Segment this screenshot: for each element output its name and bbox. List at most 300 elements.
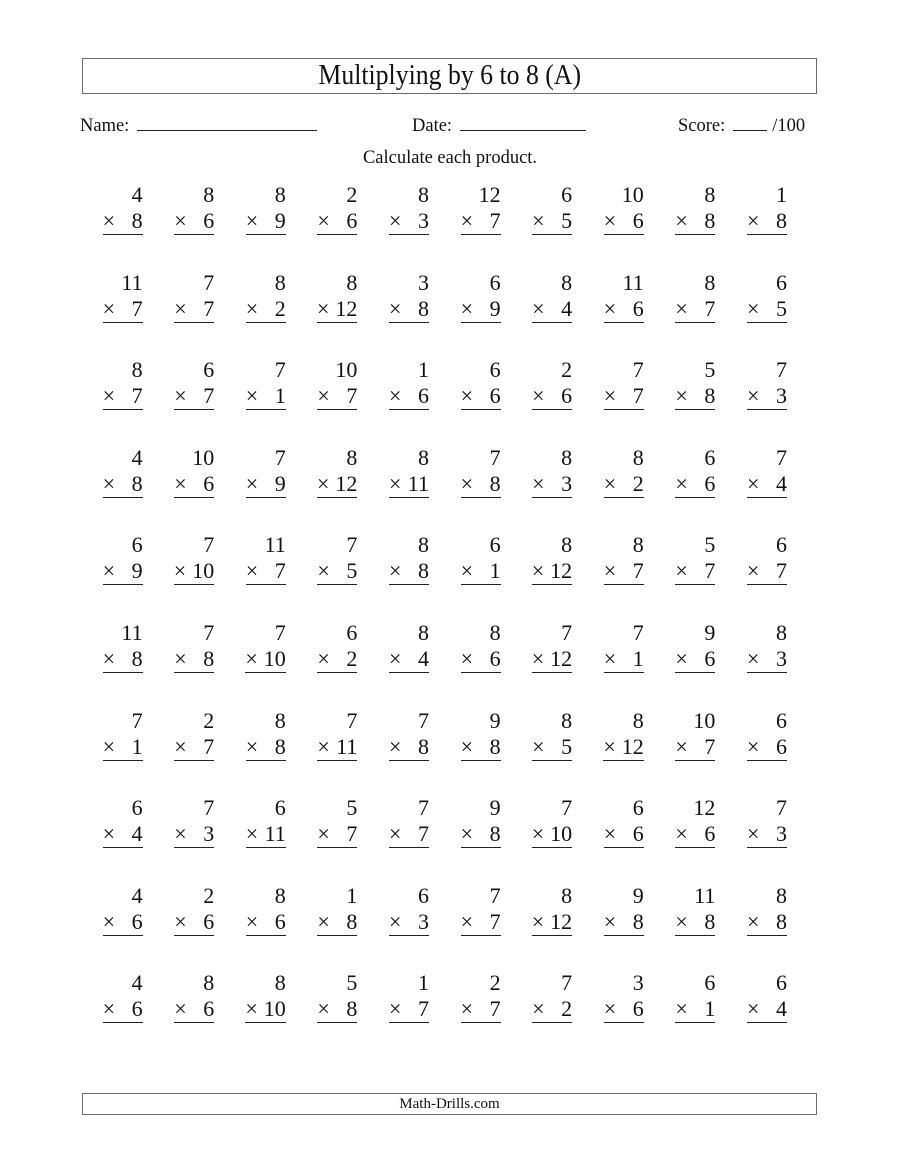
multiplier-line (317, 821, 357, 848)
multiplier-line (747, 471, 787, 498)
multiplicand: 7 (489, 444, 501, 470)
multiplication-problem (310, 708, 382, 796)
multiplier: 8 (203, 645, 215, 671)
multiplier-line (174, 646, 214, 673)
multiplier-line (174, 208, 214, 235)
multiplication-problem (668, 532, 740, 620)
times-sign-icon: × (388, 383, 402, 409)
times-sign-icon: × (317, 908, 330, 934)
times-sign-icon: × (460, 733, 473, 759)
multiplicand: 6 (775, 532, 787, 558)
multiplier-line (604, 208, 644, 235)
multiplier: 6 (632, 208, 644, 233)
times-sign-icon: × (317, 996, 330, 1022)
multiplication-problem (453, 970, 525, 1058)
problem-row (95, 182, 811, 270)
multiplicand: 7 (346, 532, 358, 558)
multiplier-line (532, 821, 572, 848)
multiplier-line (461, 471, 501, 498)
times-sign-icon: × (603, 558, 617, 584)
multiplication-problem (167, 795, 239, 883)
multiplicand: 7 (417, 707, 429, 733)
multiplication-problem (95, 883, 167, 971)
multiplier: 8 (775, 908, 787, 934)
multiplier-line (461, 383, 501, 410)
times-sign-icon: × (532, 208, 545, 233)
times-sign-icon: × (245, 295, 259, 321)
multiplicand: 8 (561, 444, 573, 470)
times-sign-icon: × (532, 733, 545, 759)
multiplication-problem (381, 708, 453, 796)
multiplication-problem (310, 795, 382, 883)
multiplicand: 8 (632, 532, 644, 558)
times-sign-icon: × (174, 470, 187, 496)
multiplier: 7 (704, 558, 716, 584)
times-sign-icon: × (675, 383, 688, 409)
multiplicand: 10 (335, 357, 358, 383)
multiplication-problem (525, 532, 597, 620)
times-sign-icon: × (388, 208, 402, 233)
multiplier-line (389, 646, 429, 673)
multiplier: 11 (264, 821, 286, 847)
times-sign-icon: × (102, 645, 116, 671)
multiplication-problem (453, 357, 525, 445)
multiplication-problem (739, 182, 811, 270)
multiplicand: 7 (131, 707, 143, 733)
multiplication-problem (310, 970, 382, 1058)
multiplicand: 10 (693, 707, 716, 733)
multiplier: 12 (550, 645, 573, 671)
multiplication-problem (668, 795, 740, 883)
multiplication-problem (310, 532, 382, 620)
times-sign-icon: × (388, 821, 402, 847)
times-sign-icon: × (746, 821, 760, 847)
multiplicand: 7 (489, 882, 501, 908)
multiplication-problem (167, 270, 239, 358)
times-sign-icon: × (603, 733, 616, 759)
name-label: Name: (80, 116, 130, 136)
multiplicand: 7 (346, 707, 358, 733)
multiplication-problem (238, 708, 310, 796)
multiplication-problem (596, 445, 668, 533)
multiplication-problem (525, 883, 597, 971)
multiplication-problem (668, 970, 740, 1058)
multiplication-problem (453, 620, 525, 708)
multiplicand: 10 (192, 444, 215, 470)
multiplicand: 8 (203, 182, 215, 207)
multiplier-line (675, 996, 715, 1023)
multiplier: 8 (632, 908, 644, 934)
multiplication-problem (739, 357, 811, 445)
multiplication-problem (739, 970, 811, 1058)
multiplier-line (389, 471, 429, 498)
multiplication-problem (739, 532, 811, 620)
problem-row (95, 270, 811, 358)
multiplication-problem (310, 270, 382, 358)
multiplier: 8 (274, 733, 286, 759)
multiplier: 4 (417, 645, 429, 671)
problem-row (95, 883, 811, 971)
multiplication-problem (95, 357, 167, 445)
multiplier: 8 (704, 208, 716, 233)
multiplier-line (389, 909, 429, 936)
multiplication-problem (525, 795, 597, 883)
multiplier: 8 (704, 383, 716, 409)
multiplicand: 8 (561, 532, 573, 558)
multiplier: 6 (704, 470, 716, 496)
times-sign-icon: × (317, 733, 330, 759)
multiplication-problem (525, 357, 597, 445)
multiplicand: 8 (274, 707, 286, 733)
footer-box (82, 1093, 817, 1115)
multiplier-line (747, 646, 787, 673)
multiplier-line (604, 821, 644, 848)
multiplier: 6 (561, 383, 573, 409)
times-sign-icon: × (174, 645, 187, 671)
times-sign-icon: × (245, 558, 259, 584)
multiplication-problem (739, 708, 811, 796)
multiplier-line (675, 208, 715, 235)
times-sign-icon: × (102, 733, 116, 759)
times-sign-icon: × (532, 470, 545, 496)
multiplication-problem (668, 182, 740, 270)
date-field (412, 112, 586, 137)
multiplicand: 8 (417, 532, 429, 558)
times-sign-icon: × (102, 996, 116, 1022)
multiplier: 9 (131, 558, 143, 584)
multiplier: 6 (775, 733, 787, 759)
times-sign-icon: × (460, 558, 473, 584)
multiplier: 12 (621, 733, 644, 759)
multiplier: 7 (274, 558, 286, 584)
multiplication-problem (525, 620, 597, 708)
multiplier: 8 (417, 733, 429, 759)
multiplier: 1 (704, 996, 716, 1022)
multiplicand: 8 (346, 444, 358, 470)
footer-site: Math-Drills.com (399, 1095, 500, 1112)
multiplier-line (317, 734, 357, 761)
multiplicand: 9 (704, 619, 716, 645)
multiplicand: 8 (561, 882, 573, 908)
multiplication-problem (381, 883, 453, 971)
multiplication-problem (596, 532, 668, 620)
times-sign-icon: × (388, 295, 402, 321)
multiplication-problem (453, 708, 525, 796)
multiplier: 7 (203, 733, 215, 759)
times-sign-icon: × (460, 908, 473, 934)
times-sign-icon: × (746, 295, 760, 321)
multiplication-problem (238, 270, 310, 358)
times-sign-icon: × (388, 645, 402, 671)
multiplication-problem (238, 883, 310, 971)
multiplicand: 12 (693, 795, 716, 821)
times-sign-icon: × (675, 295, 688, 321)
times-sign-icon: × (317, 645, 330, 671)
multiplication-problem (596, 970, 668, 1058)
multiplier: 8 (489, 733, 501, 759)
multiplier-line (747, 909, 787, 936)
instructions: Calculate each product. (362, 148, 538, 168)
multiplier: 9 (274, 208, 286, 233)
times-sign-icon: × (102, 383, 116, 409)
multiplicand: 7 (417, 795, 429, 821)
multiplier: 7 (417, 821, 429, 847)
multiplication-problem (525, 270, 597, 358)
multiplication-problem (596, 883, 668, 971)
multiplication-problem (167, 708, 239, 796)
multiplicand: 11 (694, 882, 716, 908)
multiplier: 7 (131, 383, 143, 409)
multiplier: 1 (489, 558, 501, 584)
times-sign-icon: × (603, 208, 617, 233)
multiplication-problem (95, 795, 167, 883)
multiplier-line (675, 383, 715, 410)
multiplicand: 5 (704, 357, 716, 383)
times-sign-icon: × (102, 470, 116, 496)
multiplicand: 2 (203, 707, 215, 733)
multiplier-line (317, 296, 357, 323)
multiplier: 8 (704, 908, 716, 934)
multiplier: 5 (775, 295, 787, 321)
multiplication-problem (596, 795, 668, 883)
multiplicand: 8 (417, 182, 429, 207)
times-sign-icon: × (675, 996, 688, 1022)
multiplication-problem (453, 270, 525, 358)
multiplicand: 2 (489, 970, 501, 996)
multiplicand: 4 (131, 970, 143, 996)
multiplier: 11 (407, 470, 429, 496)
multiplicand: 6 (203, 357, 215, 383)
multiplier-line (604, 471, 644, 498)
multiplier: 6 (632, 996, 644, 1022)
multiplier: 6 (203, 208, 215, 233)
multiplication-problem (381, 620, 453, 708)
multiplication-problem (525, 708, 597, 796)
multiplication-problem (167, 532, 239, 620)
multiplier-line (461, 909, 501, 936)
times-sign-icon: × (532, 383, 545, 409)
multiplier-line (603, 734, 643, 761)
times-sign-icon: × (388, 470, 402, 496)
multiplication-problem (95, 620, 167, 708)
problem-row (95, 620, 811, 708)
multiplication-problem (453, 795, 525, 883)
multiplication-problem (238, 795, 310, 883)
multiplier-line (174, 996, 214, 1023)
times-sign-icon: × (317, 383, 330, 409)
multiplier-line (246, 471, 286, 498)
times-sign-icon: × (460, 208, 473, 233)
multiplication-problem (310, 620, 382, 708)
multiplicand: 8 (274, 970, 286, 996)
multiplier: 5 (346, 558, 358, 584)
multiplier: 1 (632, 645, 644, 671)
multiplicand: 6 (704, 970, 716, 996)
times-sign-icon: × (174, 908, 187, 934)
multiplication-problem (381, 182, 453, 270)
multiplicand: 1 (775, 182, 787, 207)
multiplication-problem (95, 532, 167, 620)
score-total: /100 (772, 116, 806, 136)
multiplier-line (246, 734, 286, 761)
times-sign-icon: × (102, 821, 116, 847)
multiplier: 7 (704, 733, 716, 759)
multiplication-problem (167, 970, 239, 1058)
multiplier: 10 (192, 558, 215, 584)
multiplier: 3 (203, 821, 215, 847)
multiplication-problem (167, 182, 239, 270)
multiplier: 6 (131, 908, 143, 934)
times-sign-icon: × (675, 908, 688, 934)
multiplier-line (604, 558, 644, 585)
multiplication-problem (453, 182, 525, 270)
date-label: Date: (412, 116, 453, 136)
times-sign-icon: × (603, 383, 617, 409)
multiplication-problem (739, 445, 811, 533)
multiplier-line (103, 383, 143, 410)
multiplicand: 7 (561, 970, 573, 996)
multiplier-line (317, 646, 357, 673)
times-sign-icon: × (388, 733, 402, 759)
multiplier-line (389, 734, 429, 761)
multiplier: 9 (489, 295, 501, 321)
multiplication-problem (381, 532, 453, 620)
score-blank-line[interactable] (733, 112, 767, 131)
multiplier: 10 (263, 645, 286, 671)
multiplication-problem (238, 970, 310, 1058)
multiplication-problem (381, 970, 453, 1058)
multiplier-line (461, 734, 501, 761)
multiplier: 8 (489, 470, 501, 496)
multiplier-line (174, 909, 214, 936)
multiplier-line (747, 996, 787, 1023)
times-sign-icon: × (531, 558, 545, 584)
multiplicand: 2 (561, 357, 573, 383)
multiplication-problem (238, 357, 310, 445)
multiplier-line (389, 996, 429, 1023)
multiplier-line (317, 471, 357, 498)
multiplier: 7 (346, 383, 358, 409)
multiplication-problem (381, 795, 453, 883)
times-sign-icon: × (174, 295, 187, 321)
multiplier-line (103, 734, 143, 761)
multiplier-line (389, 383, 429, 410)
name-blank-line[interactable] (137, 112, 317, 131)
times-sign-icon: × (746, 383, 760, 409)
multiplicand: 6 (131, 795, 143, 821)
multiplier-line (389, 208, 429, 235)
times-sign-icon: × (174, 733, 187, 759)
multiplier: 8 (131, 470, 143, 496)
times-sign-icon: × (317, 558, 330, 584)
multiplication-problem (453, 532, 525, 620)
multiplier-line (675, 909, 715, 936)
multiplier-line (532, 996, 572, 1023)
multiplication-problem (453, 445, 525, 533)
multiplicand: 8 (632, 707, 644, 733)
multiplicand: 8 (561, 269, 573, 295)
times-sign-icon: × (531, 645, 545, 671)
multiplier: 3 (417, 208, 429, 233)
multiplication-problem (381, 270, 453, 358)
multiplicand: 7 (632, 619, 644, 645)
multiplier-line (103, 296, 143, 323)
multiplicand: 7 (632, 357, 644, 383)
multiplier-line (317, 383, 357, 410)
multiplicand: 8 (561, 707, 573, 733)
multiplier-line (675, 646, 715, 673)
multiplier-line (103, 909, 143, 936)
multiplier-line (532, 734, 572, 761)
multiplier-line (747, 558, 787, 585)
multiplier-line (103, 558, 143, 585)
multiplication-problem (95, 182, 167, 270)
times-sign-icon: × (460, 821, 473, 847)
multiplicand: 11 (121, 269, 143, 295)
multiplication-problem (739, 883, 811, 971)
multiplier: 5 (561, 208, 573, 233)
multiplier-line (532, 208, 572, 235)
multiplication-problem (167, 883, 239, 971)
multiplicand: 7 (203, 795, 215, 821)
multiplicand: 8 (346, 269, 358, 295)
problem-row (95, 970, 811, 1058)
multiplicand: 6 (775, 970, 787, 996)
times-sign-icon: × (746, 733, 760, 759)
times-sign-icon: × (102, 558, 116, 584)
problem-row (95, 532, 811, 620)
date-blank-line[interactable] (460, 112, 586, 131)
multiplier-line (389, 296, 429, 323)
multiplier-line (532, 646, 572, 673)
times-sign-icon: × (746, 996, 760, 1022)
multiplier-line (317, 909, 357, 936)
multiplicand: 10 (621, 182, 644, 207)
times-sign-icon: × (746, 908, 760, 934)
multiplier-line (461, 646, 501, 673)
multiplier: 4 (775, 470, 787, 496)
multiplier-line (317, 996, 357, 1023)
multiplier: 4 (131, 821, 143, 847)
multiplier: 7 (346, 821, 358, 847)
multiplier-line (389, 558, 429, 585)
multiplicand: 1 (417, 357, 429, 383)
multiplication-problem (238, 532, 310, 620)
times-sign-icon: × (746, 558, 760, 584)
multiplier: 8 (131, 645, 143, 671)
problem-row (95, 795, 811, 883)
multiplier: 10 (263, 996, 286, 1022)
multiplier-line (461, 996, 501, 1023)
multiplication-problem (668, 708, 740, 796)
times-sign-icon: × (603, 908, 617, 934)
multiplier: 7 (417, 996, 429, 1022)
multiplication-problem (95, 970, 167, 1058)
multiplier: 8 (346, 996, 358, 1022)
multiplicand: 4 (131, 444, 143, 470)
multiplier: 1 (274, 383, 286, 409)
multiplier: 3 (775, 645, 787, 671)
multiplier-line (174, 383, 214, 410)
times-sign-icon: × (102, 208, 116, 233)
multiplicand: 8 (704, 182, 716, 207)
multiplicand: 8 (203, 970, 215, 996)
multiplier-line (747, 821, 787, 848)
multiplier: 3 (775, 821, 787, 847)
multiplicand: 7 (274, 619, 286, 645)
multiplicand: 1 (346, 882, 358, 908)
multiplicand: 7 (775, 444, 787, 470)
